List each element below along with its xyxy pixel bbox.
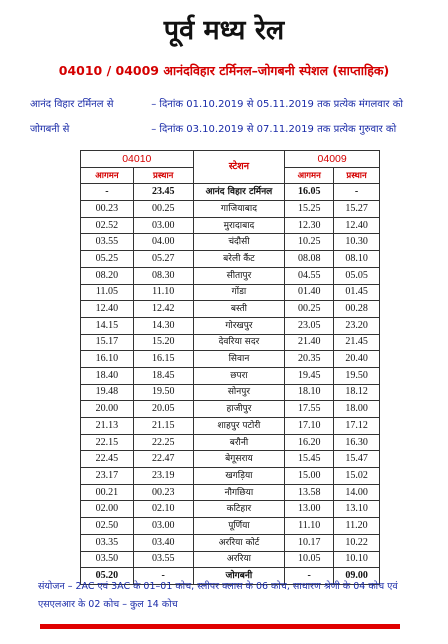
time-cell: 18.45 (133, 367, 193, 384)
time-cell: 12.42 (133, 301, 193, 318)
table-row (81, 451, 380, 468)
table-row (81, 351, 380, 368)
time-cell: 02.50 (81, 518, 134, 535)
time-cell: 09.00 (334, 568, 380, 585)
station-cell: गोंडा (193, 284, 285, 301)
time-cell: 00.28 (334, 301, 380, 318)
run-origin: जोगबनी से (30, 124, 70, 135)
table-row (81, 284, 380, 301)
station-cell: कटिहार (193, 501, 285, 518)
table-row (81, 518, 380, 535)
time-cell: 16.05 (285, 184, 334, 201)
station-cell: पूर्णिया (193, 518, 285, 535)
time-cell: 02.00 (81, 501, 134, 518)
time-cell: 12.40 (81, 301, 134, 318)
time-cell: 15.02 (334, 468, 380, 485)
station-cell: सोनपुर (193, 384, 285, 401)
time-cell: 17.12 (334, 418, 380, 435)
time-cell: 18.12 (334, 384, 380, 401)
time-cell: 20.35 (285, 351, 334, 368)
time-cell: 03.00 (133, 217, 193, 234)
table-row (81, 484, 380, 501)
time-cell: 08.08 (285, 251, 334, 268)
coach-composition-note: संयोजन – 2AC एवं 3AC के 01–01 कोच, स्लीपर क्लास के 06 कोच, साधारण श्रेणी के 04 कोच एवं एसएलआर के 02 कोच – कुल 14 कोच (38, 581, 398, 610)
time-cell: 15.00 (285, 468, 334, 485)
time-cell: 04.55 (285, 267, 334, 284)
time-cell: - (133, 568, 193, 585)
station-cell: मुरादाबाद (193, 217, 285, 234)
time-cell: 03.55 (133, 551, 193, 568)
time-cell: - (334, 184, 380, 201)
time-cell: 12.30 (285, 217, 334, 234)
station-cell: खगड़िया (193, 468, 285, 485)
table-row (81, 367, 380, 384)
time-cell: 10.30 (334, 234, 380, 251)
time-cell: 15.17 (81, 334, 134, 351)
time-cell: 10.17 (285, 534, 334, 551)
run-dates: – दिनांक 01.10.2019 से 05.11.2019 तक प्रत्येक मंगलवार को (151, 99, 403, 110)
time-cell: 19.50 (133, 384, 193, 401)
station-header: स्टेशन (193, 151, 285, 184)
table-row (81, 534, 380, 551)
table-row (81, 251, 380, 268)
table-row (81, 217, 380, 234)
time-cell: 14.15 (81, 317, 134, 334)
time-cell: 11.10 (133, 284, 193, 301)
time-cell: 00.25 (133, 201, 193, 218)
time-cell: 15.45 (285, 451, 334, 468)
run-schedule-line (30, 121, 396, 135)
time-cell: 00.21 (81, 484, 134, 501)
train-subtitle: 04010 / 04009 आनंदविहार टर्मिनल–जोगबनी स्पेशल (साप्ताहिक) (58, 63, 390, 78)
time-cell: 02.52 (81, 217, 134, 234)
station-cell: अररिया कोर्ट (193, 534, 285, 551)
time-cell: - (81, 184, 134, 201)
station-cell: गाजियाबाद (193, 201, 285, 218)
arrival-header: आगमन (81, 167, 134, 184)
time-cell: 18.10 (285, 384, 334, 401)
time-cell: 03.40 (133, 534, 193, 551)
table-row (81, 184, 380, 201)
station-cell: बस्ती (193, 301, 285, 318)
time-cell: 23.05 (285, 317, 334, 334)
table-row (81, 234, 380, 251)
time-cell: 22.47 (133, 451, 193, 468)
time-cell: 20.05 (133, 401, 193, 418)
station-cell: शाहपुर पटोरी (193, 418, 285, 435)
time-cell: 19.48 (81, 384, 134, 401)
time-cell: 00.25 (285, 301, 334, 318)
time-cell: 01.45 (334, 284, 380, 301)
time-cell: 02.10 (133, 501, 193, 518)
table-row (81, 501, 380, 518)
station-cell: गोरखपुर (193, 317, 285, 334)
footer-divider (40, 624, 400, 629)
table-row (81, 267, 380, 284)
station-cell: जोगबनी (193, 568, 285, 585)
time-cell: 10.22 (334, 534, 380, 551)
time-cell: 05.27 (133, 251, 193, 268)
time-cell: 20.00 (81, 401, 134, 418)
run-dates: – दिनांक 03.10.2019 से 07.11.2019 तक प्रत्येक गुरुवार को (151, 124, 397, 135)
station-cell: बरेली कैंट (193, 251, 285, 268)
time-cell: 00.23 (81, 201, 134, 218)
time-cell: 19.45 (285, 367, 334, 384)
table-row (81, 317, 380, 334)
time-cell: 10.05 (285, 551, 334, 568)
time-cell: - (285, 568, 334, 585)
table-row (81, 384, 380, 401)
time-cell: 12.40 (334, 217, 380, 234)
time-cell: 22.25 (133, 434, 193, 451)
time-cell: 01.40 (285, 284, 334, 301)
departure-header: प्रस्थान (334, 167, 380, 184)
time-cell: 19.50 (334, 367, 380, 384)
time-cell: 23.45 (133, 184, 193, 201)
timetable (80, 150, 380, 585)
time-cell: 05.20 (81, 568, 134, 585)
station-cell: छपरा (193, 367, 285, 384)
table-row (81, 401, 380, 418)
time-cell: 23.20 (334, 317, 380, 334)
time-cell: 20.40 (334, 351, 380, 368)
time-cell: 18.40 (81, 367, 134, 384)
table-row (81, 468, 380, 485)
time-cell: 10.25 (285, 234, 334, 251)
station-cell: नौगछिया (193, 484, 285, 501)
time-cell: 21.40 (285, 334, 334, 351)
time-cell: 08.30 (133, 267, 193, 284)
time-cell: 16.20 (285, 434, 334, 451)
time-cell: 11.10 (285, 518, 334, 535)
time-cell: 17.10 (285, 418, 334, 435)
departure-header: प्रस्थान (133, 167, 193, 184)
time-cell: 05.05 (334, 267, 380, 284)
time-cell: 16.15 (133, 351, 193, 368)
page-title: पूर्व मध्य रेल (163, 15, 285, 46)
station-cell: चंदौसी (193, 234, 285, 251)
run-schedule-line (30, 96, 403, 110)
station-cell: सिवान (193, 351, 285, 368)
time-cell: 13.10 (334, 501, 380, 518)
station-cell: बरौनी (193, 434, 285, 451)
time-cell: 14.30 (133, 317, 193, 334)
time-cell: 00.23 (133, 484, 193, 501)
run-origin: आनंद विहार टर्मिनल से (30, 99, 114, 110)
time-cell: 23.17 (81, 468, 134, 485)
time-cell: 14.00 (334, 484, 380, 501)
station-cell: देवरिया सदर (193, 334, 285, 351)
time-cell: 16.10 (81, 351, 134, 368)
time-cell: 08.10 (334, 251, 380, 268)
station-cell: बेगूसराय (193, 451, 285, 468)
table-row (81, 418, 380, 435)
time-cell: 04.00 (133, 234, 193, 251)
time-cell: 22.15 (81, 434, 134, 451)
time-cell: 18.00 (334, 401, 380, 418)
station-cell: हाजीपुर (193, 401, 285, 418)
time-cell: 11.05 (81, 284, 134, 301)
table-row (81, 434, 380, 451)
time-cell: 03.55 (81, 234, 134, 251)
time-cell: 22.45 (81, 451, 134, 468)
time-cell: 15.20 (133, 334, 193, 351)
time-cell: 21.15 (133, 418, 193, 435)
station-cell: अररिया (193, 551, 285, 568)
time-cell: 11.20 (334, 518, 380, 535)
time-cell: 17.55 (285, 401, 334, 418)
time-cell: 23.19 (133, 468, 193, 485)
time-cell: 15.47 (334, 451, 380, 468)
arrival-header: आगमन (285, 167, 334, 184)
time-cell: 15.25 (285, 201, 334, 218)
station-cell: आनंद विहार टर्मिनल (193, 184, 285, 201)
time-cell: 03.50 (81, 551, 134, 568)
station-cell: सीतापुर (193, 267, 285, 284)
time-cell: 05.25 (81, 251, 134, 268)
table-row (81, 334, 380, 351)
time-cell: 21.45 (334, 334, 380, 351)
time-cell: 16.30 (334, 434, 380, 451)
time-cell: 13.58 (285, 484, 334, 501)
table-row (81, 301, 380, 318)
table-row (81, 551, 380, 568)
time-cell: 03.00 (133, 518, 193, 535)
time-cell: 21.13 (81, 418, 134, 435)
table-row (81, 201, 380, 218)
time-cell: 10.10 (334, 551, 380, 568)
time-cell: 15.27 (334, 201, 380, 218)
train-number-b: 04009 (285, 151, 380, 168)
train-number-a: 04010 (81, 151, 194, 168)
time-cell: 08.20 (81, 267, 134, 284)
time-cell: 03.35 (81, 534, 134, 551)
time-cell: 13.00 (285, 501, 334, 518)
